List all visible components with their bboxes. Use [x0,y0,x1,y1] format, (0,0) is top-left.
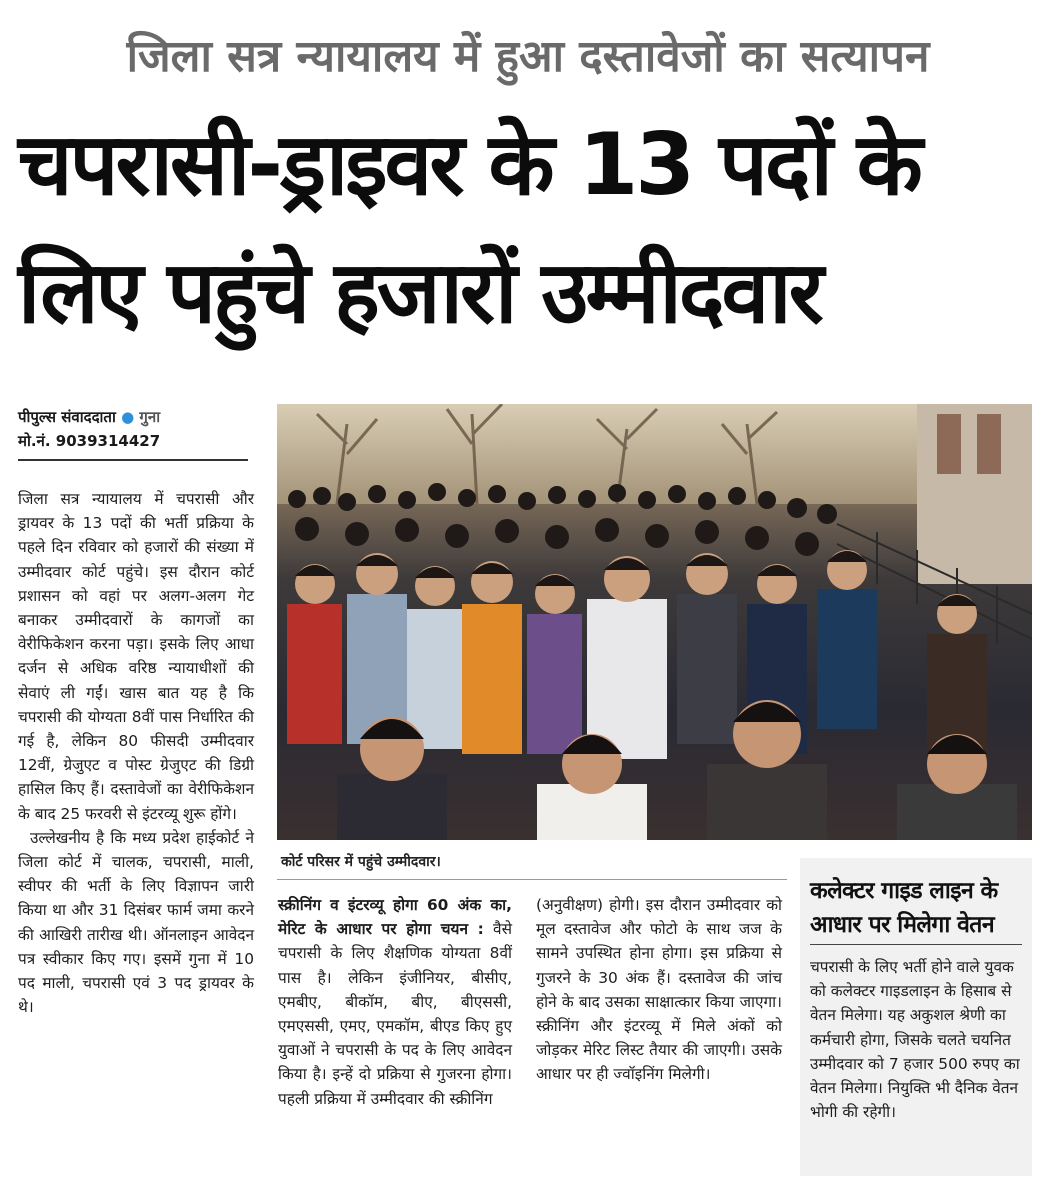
sidebar-heading: कलेक्टर गाइड लाइन के आधार पर मिलेगा वेतन [810,878,998,938]
dateline-city: गुना [139,408,161,426]
photo-caption: कोर्ट परिसर में पहुंचे उम्मीदवार। [281,854,441,870]
article-column-2 [278,893,512,1111]
byline [18,405,248,453]
article-paragraph-3: वैसे चपरासी के लिए शैक्षणिक योग्यता 8वीं पास है। लेकिन इंजीनियर, बीसीए, एमबीए, बीकॉम, बीए, बीएससी, एमएससी, एमए, एमकॉम, बीएड किए हुए युवाओं ने चपरासी के पद के लिए आवेदन किया है। इन्हें दो प्रक्रिया से गुजरना होगा। पहली प्रक्रिया में उम्मीदवार की स्क्रीनिंग [278,920,512,1108]
caption-divider [277,879,787,880]
section-subhead: स्क्रीनिंग व इंटरव्यू होगा 60 अंक का, मेरिट के आधार पर होगा चयन : [278,896,512,939]
article-column-1 [18,487,254,1019]
byline-divider [18,459,248,461]
reporter-name: पीपुल्स संवाददाता [18,408,116,426]
headline-line-1: चपरासी-ड्राइवर के 13 पदों के [18,115,920,215]
article-paragraph-2: उल्लेखनीय है कि मध्य प्रदेश हाईकोर्ट ने जिला कोर्ट में चालक, चपरासी, माली, स्वीपर की भर्ती के लिए विज्ञापन जारी किया था और 31 दिसंबर फार्म जमा करने की आखिरी तारीख थी। ऑनलाइन आवेदन पत्र स्वीकार किए गए। इसमें गुना में 10 पद माली, चपरासी एवं 3 पद ड्रायवर के थे। [18,828,254,1017]
article-paragraph-1: जिला सत्र न्यायालय में चपरासी और ड्रायवर के 13 पदों की भर्ती प्रक्रिया के पहले दिन रविवार को हजारों की संख्या में उम्मीदवार कोर्ट पहुंचे। इस दौरान कोर्ट प्रशासन को वहां पर अलग-अलग गेट बनाकर उम्मीदवारों के कागजों का वेरीफिकेशन करना पड़ा। इसके लिए आधा दर्जन से अधिक वरिष्ठ न्यायाधीशों की सेवाएं ली गईं। खास बात यह है कि चपरासी की योग्यता 8वीं पास निर्धारित की गई है, लेकिन 80 फीसदी उम्मीदवार 12वीं, ग्रेजुएट व पोस्ट ग्रेजुएट की डिग्री हासिल किए हैं। दस्तावेजों का वेरीफिकेशन के बाद 25 फरवरी से इंटरव्यू शुरू होंगे। [18,490,254,823]
sidebar-body [810,955,1030,1124]
reporter-phone: मो.नं. 9039314427 [18,432,161,450]
article-paragraph-4: (अनुवीक्षण) होगी। इस दौरान उम्मीदवार को मूल दस्तावेज और फोटो के साथ जज के सामने उपस्थित होना होगा। इस प्रक्रिया से गुजरने के 30 अंक हैं। दस्तावेज की जांच होने के बाद उसका साक्षात्कार किया जाएगा। स्क्रीनिंग और इंटरव्यू में मिले अंकों को जोड़कर मेरिट लिस्ट तैयार की जाएगी। उसके आधार पर ही ज्वॉइनिंग मिलेगी। [536,896,782,1084]
article-column-3 [536,893,782,1087]
crowd-illustration [277,404,1032,840]
news-photo-crowd [277,404,1032,840]
bullet-icon: ● [121,408,135,426]
sidebar-paragraph: चपरासी के लिए भर्ती होने वाले युवक को कलेक्टर गाइडलाइन के हिसाब से वेतन मिलेगा। यह अकुशल श्रेणी का कर्मचारी होगा, जिसके चलते चयनित उम्मीदवार को 7 हजार 500 रुपए का वेतन मिलेगा। नियुक्ति भी दैनिक वेतन भोगी की रहेगी। [810,958,1020,1122]
sidebar-divider [810,944,1022,945]
headline-line-2: लिए पहुंचे हजारों उम्मीदवार [18,243,821,343]
article-kicker: जिला सत्र न्यायालय में हुआ दस्तावेजों का सत्यापन [126,31,930,82]
